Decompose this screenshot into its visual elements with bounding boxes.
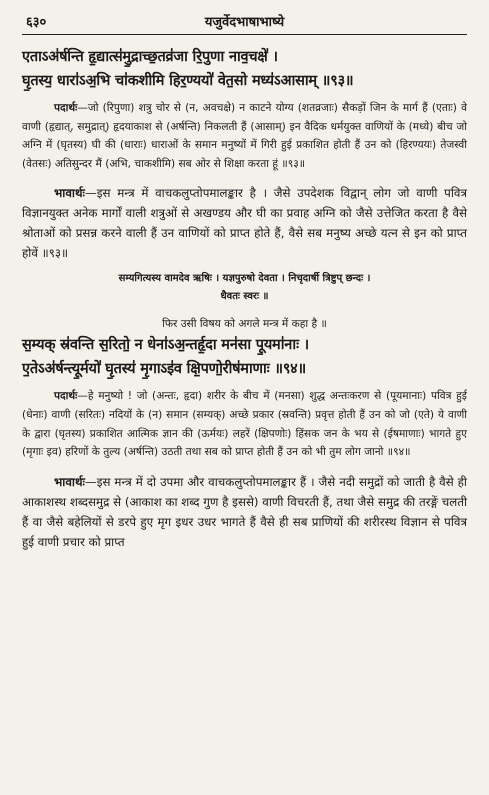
page-header bbox=[22, 6, 467, 35]
padarth-93-text: —जो (रिपुणा) शत्रु चोर से (न, अवचक्षे) न काटने योग्य (शतव्रजाः) सैकड़ों जिन के मार्ग हैं (एताः) वे वाणी (हृद्यात्, समुद्रात्) हृदयाकाश से (अर्षन्ति) निकलती हैं (आसाम्) इन वैदिक धर्मयुक्त वाणियों के (मध्ये) बीच जो अग्नि में (घृतस्य) घी की (धाराः) धाराओं के समान मनुष्यों में गिरी हुई प्रकाशित होती हैं उन को (हिरण्ययः) तेजस्वी (वेतसः) अतिसुन्दर मैं (अभि, चाकशीमि) सब ओर से शिक्षा करता हूं ॥९३॥ bbox=[22, 102, 467, 170]
padarth-label: पदार्थः bbox=[54, 390, 78, 403]
mantra-93-line-1: एताऽअ॑र्षन्ति हृ॒द्यात्स॑मु॒द्राच्छ॒तव्र॑जा रि॒पुणा नाव॒चक्षे॑ । bbox=[22, 49, 278, 65]
bhavarth-93 bbox=[22, 183, 467, 263]
running-title: यजुर्वेदभाषाभाष्ये bbox=[204, 15, 285, 30]
mantra-94-line-2: ए॒तेऽअ॑र्षन्त्यू॒र्मयो॑ घृ॒तस्य॑ मृ॒गाऽइ॑व क्षि॒पणो॒रीष॑माणाः ॥९४॥ bbox=[22, 361, 307, 378]
mantra-93-line-2: घृ॒तस्य॒ धारा॑ऽअ॒भि चा॑कशीमि हिर॒ण्ययो॑ वेत॒सो मध्य॑ऽआसाम् ॥९३॥ bbox=[22, 73, 354, 89]
rishi-devata-line: सम्यगित्यस्य वामदेव ऋषिः । यज्ञपुरुषो देवता । निचृदार्षी त्रिष्टुप् छन्दः । bbox=[118, 273, 371, 285]
next-mantra-intro: फिर उसी विषय को अगले मन्त्र में कहा है ॥ bbox=[162, 318, 327, 331]
padarth-94 bbox=[22, 387, 467, 461]
padarth-94-text: —हे मनुष्यो ! जो (अन्तः, हृदा) शरीर के बीच में (मनसा) शुद्ध अन्तःकरण से (पूयमानाः) पवित्र हुई (धेनाः) वाणी (सरितः) नदियों के (न) समान (सम्यक्) अच्छे प्रकार (स्रवन्ति) प्रवृत्त होती हैं उन को जो (एते) ये वाणी के द्वारा (घृतस्य) प्रकाशित आत्मिक ज्ञान की (ऊर्मयः) लहरें (क्षिपणोः) हिंसक जन के भय से (ईषमाणाः) भागते हुए (मृगाः इव) हरिणों के तुल्य (अर्षन्ति) उठती तथा सब को प्राप्त होती हैं उन को भी तुम लोग जानो ॥९४॥ bbox=[22, 390, 467, 459]
padarth-93 bbox=[22, 99, 467, 173]
bhavarth-label: भावार्थः bbox=[54, 474, 85, 489]
bhavarth-94 bbox=[22, 472, 467, 552]
bhavarth-label: भावार्थः bbox=[54, 186, 85, 201]
bhavarth-93-text: —इस मन्त्र में वाचकलुप्तोपमालङ्कार है । जैसे उपदेशक विद्वान् लोग जो वाणी पवित्र विज्ञानयुक्त अनेक मार्गों वाली शत्रुओं से अखण्डय और घी का प्रवाह अग्नि को जैसे उत्तेजित करता है वैसे श्रोताओं को प्रसन्न करने वाली हैं उन वाणियों को प्राप्त होते हैं, वैसे सब मनुष्य अच्छे यत्न से इन को प्राप्त होवें ॥९३॥ bbox=[22, 186, 467, 261]
mantra-94-line-1: स॒म्यक् स्र॑वन्ति स॒रितो॒ न धेना॑ऽअ॒न्तर्हृ॒दा मन॑सा पू॒यमा॑नाः । bbox=[22, 337, 309, 354]
page-number: ६३० bbox=[26, 15, 47, 30]
bhavarth-94-text: —इस मन्त्र में दो उपमा और वाचकलुप्तोपमालङ्कार हैं । जैसे नदी समुद्रों को जाती है वैसे ही आकाशस्थ शब्दसमुद्र से (आकाश का शब्द गुण है इससे) वाणी विचरती हैं, तथा जैसे समुद्र की तरङ्गें चलती हैं वा जैसे बहेलियों से डरपे हुए मृग इधर उधर भागते हैं वैसे ही सब प्राणियों की शरीरस्थ विज्ञान से पवित्र हुई वाणी प्रचार को प्राप्त bbox=[22, 474, 467, 549]
swara-line: धैवतः स्वरः ॥ bbox=[220, 291, 269, 303]
padarth-label: पदार्थः bbox=[54, 102, 78, 114]
